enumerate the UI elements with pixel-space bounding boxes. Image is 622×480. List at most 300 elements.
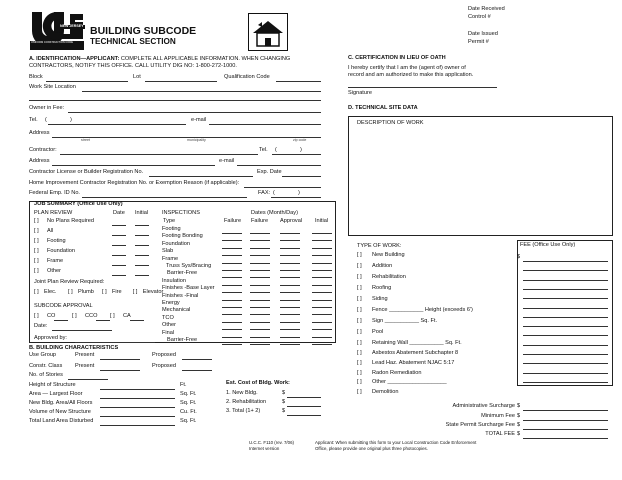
inspection-date-field[interactable] (280, 240, 300, 241)
inspection-date-field[interactable] (222, 314, 242, 315)
inspection-item-label: Mechanical (162, 307, 191, 314)
fee-line-field[interactable] (523, 270, 608, 271)
owner-email-field[interactable] (209, 124, 321, 125)
fee-line-field[interactable] (523, 308, 608, 309)
contractor-tel-label: Tel. (259, 147, 268, 153)
fee-line-field[interactable] (523, 289, 608, 290)
fee-total-dollar: $ (517, 431, 521, 437)
logo-sub-text: NEW JERSEY (60, 24, 84, 28)
owner-field[interactable] (68, 112, 321, 113)
approval-heading: Approval (280, 218, 303, 224)
joint-review-item-label: Fire (112, 289, 122, 295)
contractor-email-label: e-mail (219, 158, 235, 164)
est-cost-item-label: 2. Rehabilitation (226, 399, 267, 405)
fee-total-field[interactable] (523, 420, 608, 421)
approval-checkbox[interactable]: [ ] (72, 313, 77, 319)
type-of-work-checkbox[interactable]: [ ] (357, 263, 362, 269)
inspection-date-field[interactable] (280, 277, 300, 278)
work-site-label: Work Site Location (29, 84, 76, 90)
type-of-work-heading: TYPE OF WORK: (357, 243, 402, 249)
volume-label: Volume of New Structure (29, 409, 91, 415)
largest-floor-field[interactable] (100, 398, 175, 399)
inspection-date-field[interactable] (222, 255, 242, 256)
exp-date-field[interactable] (282, 176, 321, 177)
plan-review-item-label: Other (47, 268, 61, 274)
approval-item-label: CO (47, 313, 56, 319)
plan-review-initial-field[interactable] (135, 275, 149, 276)
inspection-date-field[interactable] (312, 263, 332, 264)
lot-field[interactable] (145, 81, 217, 82)
block-field[interactable] (46, 81, 128, 82)
joint-review-checkbox[interactable]: [ ] (34, 289, 39, 295)
qual-code-field[interactable] (276, 81, 321, 82)
inspection-date-field[interactable] (222, 263, 242, 264)
plan-review-checkbox[interactable]: [ ] (34, 218, 39, 224)
type-of-work-label: Rehabilitation (372, 274, 406, 280)
section-a-instructions-2: CONTRACTORS, NOTIFY THIS OFFICE. CALL UTILITY DIG NO: 1-800-272-1000. (29, 63, 237, 69)
inspection-date-field[interactable] (312, 344, 332, 345)
inspection-date-field[interactable] (222, 233, 242, 234)
est-cost-field[interactable] (287, 415, 321, 416)
owner-email-label: e-mail (191, 117, 207, 123)
fee-line-field[interactable] (523, 317, 608, 318)
stories-field[interactable] (68, 379, 108, 380)
type-of-work-label: Retaining Wall ___________ Sq. Ft. (372, 340, 462, 346)
inspection-date-field[interactable] (250, 344, 270, 345)
use-group-label: Use Group (29, 352, 57, 358)
new-bldg-area-unit: Sq. Ft. (180, 400, 197, 406)
est-cost-dollar: $ (282, 399, 286, 405)
fee-line-field[interactable] (523, 298, 608, 299)
plan-review-date-field[interactable] (112, 255, 126, 256)
inspection-date-field[interactable] (250, 307, 270, 308)
fee-total-dollar: $ (517, 422, 521, 428)
zip-hint: zip code (293, 138, 307, 142)
plan-review-initial-field[interactable] (135, 235, 149, 236)
inspection-date-field[interactable] (280, 337, 300, 338)
approval-field[interactable] (130, 320, 144, 321)
inspection-date-field[interactable] (222, 329, 242, 330)
inspection-date-field[interactable] (250, 248, 270, 249)
initial2-heading: Initial (315, 218, 329, 224)
inspection-date-field[interactable] (312, 292, 332, 293)
inspection-date-field[interactable] (222, 240, 242, 241)
inspection-item-label: Energy (162, 300, 180, 306)
inspection-date-field[interactable] (280, 300, 300, 301)
plan-date-heading: Date (113, 210, 125, 216)
inspection-item-label: Frame (162, 255, 179, 262)
type-of-work-checkbox[interactable]: [ ] (357, 329, 362, 335)
inspection-date-field[interactable] (280, 233, 300, 234)
type-of-work-label: Addition (372, 263, 393, 269)
constr-class-proposed-field[interactable] (182, 370, 212, 371)
inspection-date-field[interactable] (312, 329, 332, 330)
inspection-date-field[interactable] (312, 240, 332, 241)
certification-text-2: record and am authorized to make this application. (348, 72, 474, 78)
inspection-item-label: Other (162, 322, 176, 329)
plan-review-checkbox[interactable]: [ ] (34, 238, 39, 244)
joint-review-item-label: Elevator (142, 289, 164, 295)
inspection-date-field[interactable] (250, 292, 270, 293)
owner-tel-open: ( (45, 117, 47, 123)
type-of-work-label: Other ___________________ (372, 379, 447, 385)
internet-version: Internet version (249, 446, 280, 451)
section-a-title: A. IDENTIFICATION—APPLICANT: (29, 56, 120, 62)
inspection-date-field[interactable] (250, 322, 270, 323)
inspection-date-field[interactable] (280, 344, 300, 345)
inspection-date-field[interactable] (280, 285, 300, 286)
plan-review-item-label: No Plans Required (47, 218, 94, 224)
lot-label: Lot (133, 74, 141, 80)
est-cost-field[interactable] (287, 397, 321, 398)
logo-sub2-text: UNIFORM CONSTRUCTION CODE (31, 40, 73, 44)
applicant-note-2: Office, please provide one original plus three photocopies. (315, 446, 428, 451)
approval-field[interactable] (54, 320, 68, 321)
type-of-work-checkbox[interactable]: [ ] (357, 296, 362, 302)
contractor-email-field[interactable] (237, 165, 321, 166)
inspection-date-field[interactable] (312, 337, 332, 338)
inspection-item-label: Footing Bonding (162, 233, 203, 240)
inspection-date-field[interactable] (250, 270, 270, 271)
approval-checkbox[interactable]: [ ] (110, 313, 115, 319)
joint-review-label: Joint Plan Review Required: (34, 279, 105, 285)
inspection-date-field[interactable] (280, 292, 300, 293)
fee-line-field[interactable] (523, 280, 608, 281)
inspection-item-label: Final (162, 329, 175, 336)
use-group-proposed: Proposed (152, 352, 176, 358)
inspection-date-field[interactable] (312, 233, 332, 234)
approved-by-field[interactable] (75, 342, 155, 343)
land-area-label: Total Land Area Disturbed (29, 418, 94, 424)
inspection-date-field[interactable] (250, 314, 270, 315)
inspection-date-field[interactable] (222, 270, 242, 271)
inspection-date-field[interactable] (312, 307, 332, 308)
section-b-heading: B. BUILDING CHARACTERISTICS (29, 345, 119, 351)
plan-review-item-label: Footing (47, 238, 66, 244)
fee-total-label: Minimum Fee (481, 413, 515, 419)
inspection-item-label: TCO (162, 314, 174, 321)
owner-tel-label: Tel. (29, 117, 38, 123)
federal-emp-label: Federal Emp. ID No. (29, 190, 80, 196)
type-of-work-label: Sign ___________ Sq. Ft. (372, 318, 438, 324)
largest-floor-unit: Sq. Ft. (180, 391, 197, 397)
inspection-date-field[interactable] (280, 248, 300, 249)
inspection-date-field[interactable] (250, 277, 270, 278)
height-label: Height of Structure (29, 382, 76, 388)
contractor-license-label: Contractor License or Builder Registration No. (29, 169, 144, 175)
inspection-item-label: Insulation (162, 277, 186, 284)
type-heading: Type (163, 218, 176, 224)
fee-line-field[interactable] (523, 373, 608, 374)
inspection-item-label: Finishes -Final (162, 292, 199, 299)
fee-line-field[interactable] (523, 326, 608, 327)
plan-review-checkbox[interactable]: [ ] (34, 248, 39, 254)
municipality-hint: municipality (187, 138, 206, 142)
fax-close: ) (298, 190, 300, 196)
inspection-date-field[interactable] (280, 307, 300, 308)
inspection-date-field[interactable] (222, 322, 242, 323)
inspection-item-label: Barrier-Free (167, 270, 198, 277)
type-of-work-label: Siding (372, 296, 388, 302)
dates-heading: Dates (Month/Day) (251, 210, 298, 216)
inspection-date-field[interactable] (280, 255, 300, 256)
certification-text-1: I hereby certify that I am the (agent of) owner of (348, 65, 466, 71)
exp-date-label: Exp. Date (257, 169, 282, 175)
contractor-license-field[interactable] (149, 176, 253, 177)
constr-class-proposed: Proposed (152, 363, 176, 369)
inspection-date-field[interactable] (222, 337, 242, 338)
new-bldg-area-label: New Bldg. Area/All Floors (29, 400, 93, 406)
fax-field[interactable] (271, 197, 321, 198)
plan-review-item-label: Foundation (47, 248, 75, 254)
contractor-tel-open: ( (275, 147, 277, 153)
plan-review-item-label: All (47, 228, 54, 234)
signature-field[interactable] (348, 87, 497, 88)
type-of-work-checkbox[interactable]: [ ] (357, 350, 362, 356)
section-a-heading (29, 57, 290, 63)
fee-dollar-sign: $ (517, 254, 521, 260)
joint-review-checkbox[interactable]: [ ] (68, 289, 73, 295)
type-of-work-checkbox[interactable]: [ ] (357, 285, 362, 291)
owner-tel-field[interactable] (48, 124, 186, 125)
inspection-date-field[interactable] (312, 255, 332, 256)
est-cost-field[interactable] (287, 406, 321, 407)
section-c-heading: C. CERTIFICATION IN LIEU OF OATH (348, 55, 446, 61)
type-of-work-checkbox[interactable]: [ ] (357, 318, 362, 324)
inspection-date-field[interactable] (280, 263, 300, 264)
inspection-date-field[interactable] (312, 300, 332, 301)
approved-by-label: Approved by: (34, 335, 67, 341)
volume-unit: Cu. Ft. (180, 409, 197, 415)
constr-class-present-field[interactable] (100, 370, 140, 371)
joint-review-checkbox[interactable]: [ ] (132, 289, 138, 295)
constr-class-present: Present (75, 363, 95, 369)
volume-field[interactable] (100, 416, 175, 417)
inspection-date-field[interactable] (280, 329, 300, 330)
street-hint: street (81, 138, 90, 142)
inspection-date-field[interactable] (250, 255, 270, 256)
owner-label: Owner in Fee: (29, 105, 65, 111)
fee-line-field[interactable] (523, 354, 608, 355)
use-group-proposed-field[interactable] (182, 359, 212, 360)
inspections-heading: INSPECTIONS (162, 210, 200, 216)
fee-line-field[interactable] (523, 382, 608, 383)
inspection-item-label: Truss Sys/Bracing (166, 263, 212, 269)
inspection-date-field[interactable] (312, 277, 332, 278)
type-of-work-label: New Building (372, 252, 405, 258)
fee-total-field[interactable] (523, 429, 608, 430)
inspection-date-field[interactable] (312, 322, 332, 323)
fee-total-label: State Permit Surcharge Fee (445, 422, 515, 428)
home-improvement-field[interactable] (244, 187, 321, 188)
plan-review-item-label: Frame (47, 258, 64, 264)
type-of-work-checkbox[interactable]: [ ] (357, 370, 362, 376)
contractor-address-field[interactable] (52, 165, 215, 166)
contractor-label: Contractor: (29, 147, 57, 153)
failure-heading: Failure (224, 218, 242, 224)
joint-review-checkbox[interactable]: [ ] (102, 289, 107, 295)
type-of-work-checkbox[interactable]: [ ] (357, 307, 362, 313)
land-area-unit: Sq. Ft. (180, 418, 197, 424)
control-no-label: Control # (468, 14, 491, 20)
largest-floor-label: Area — Largest Floor (29, 391, 83, 397)
constr-class-label: Constr. Class (29, 363, 63, 369)
form-subtitle: TECHNICAL SECTION (90, 37, 176, 46)
inspection-date-field[interactable] (222, 307, 242, 308)
new-bldg-area-field[interactable] (100, 407, 175, 408)
block-label: Block (29, 74, 43, 80)
fee-line-field[interactable] (523, 363, 608, 364)
qual-code-label: Qualification Code (224, 74, 270, 80)
height-unit: Ft. (180, 382, 187, 388)
fax-label: FAX: (258, 190, 271, 196)
type-of-work-checkbox[interactable]: [ ] (357, 252, 362, 258)
plan-review-date-field[interactable] (112, 265, 126, 266)
contractor-address-label: Address (29, 158, 50, 164)
owner-address-label: Address (29, 130, 50, 136)
inspection-item-label: Footing (162, 226, 181, 232)
work-site-field[interactable] (82, 91, 321, 92)
type-of-work-label: Demolition (372, 389, 399, 395)
owner-tel-close: ) (70, 117, 72, 123)
inspection-date-field[interactable] (250, 329, 270, 330)
fee-line-field[interactable] (523, 335, 608, 336)
use-group-present: Present (75, 352, 95, 358)
plan-review-date-field[interactable] (112, 235, 126, 236)
applicant-note-1: Applicant: When submitting this form to your Local Construction Code Enforcement (315, 440, 477, 445)
type-of-work-label: Roofing (372, 285, 392, 291)
est-cost-dollar: $ (282, 390, 286, 396)
type-of-work-label: Pool (372, 329, 384, 335)
est-cost-dollar: $ (282, 408, 286, 414)
use-group-present-field[interactable] (100, 359, 140, 360)
plan-initial-heading: Initial (135, 210, 149, 216)
contractor-tel-close: ) (300, 147, 302, 153)
subcode-approval-heading: SUBCODE APPROVAL (34, 303, 93, 309)
est-cost-item-label: 3. Total (1+ 2) (226, 408, 261, 414)
approval-date-label: Date: (34, 323, 48, 329)
plan-review-heading: PLAN REVIEW (34, 210, 73, 216)
type-of-work-label: Radon Remediation (372, 370, 422, 376)
plan-review-date-field[interactable] (112, 245, 126, 246)
date-issued-label: Date Issued (468, 31, 498, 37)
signature-label: Signature (348, 90, 372, 96)
approval-checkbox[interactable]: [ ] (34, 313, 39, 319)
date-received-label: Date Received (468, 6, 505, 12)
approval-item-label: CCO (85, 313, 98, 319)
stories-label: No. of Stories (29, 372, 63, 378)
inspection-date-field[interactable] (250, 285, 270, 286)
inspection-date-field[interactable] (280, 322, 300, 323)
joint-review-item-label: Elec. (44, 289, 57, 295)
inspection-date-field[interactable] (250, 300, 270, 301)
height-field[interactable] (100, 389, 175, 390)
type-of-work-checkbox[interactable]: [ ] (357, 379, 362, 385)
approval-item-label: CA (123, 313, 131, 319)
contractor-tel-field[interactable] (272, 154, 321, 155)
approval-field[interactable] (96, 320, 110, 321)
building-icon (248, 13, 288, 51)
inspection-date-field[interactable] (280, 314, 300, 315)
work-site-field-2[interactable] (29, 100, 321, 101)
inspection-item-label: Barrier-Free (167, 337, 198, 343)
inspection-date-field[interactable] (312, 285, 332, 286)
home-improvement-label: Home Improvement Contractor Registration No. or Exemption Reason (if applicable): (29, 180, 240, 186)
plan-review-initial-field[interactable] (135, 265, 149, 266)
type-of-work-checkbox[interactable]: [ ] (357, 389, 362, 395)
inspection-item-label: Finishes -Base Layer (162, 285, 215, 292)
inspection-date-field[interactable] (250, 240, 270, 241)
inspection-date-field[interactable] (222, 292, 242, 293)
inspection-date-field[interactable] (312, 270, 332, 271)
section-d-heading: D. TECHNICAL SITE DATA (348, 105, 418, 111)
type-of-work-label: Asbestos Abatement Subchapter 8 (372, 350, 459, 356)
fax-open: ( (273, 190, 275, 196)
type-of-work-label: Lead Haz. Abatement NJAC 5:17 (372, 360, 455, 366)
est-cost-item-label: 1. New Bldg. (226, 390, 258, 396)
type-of-work-label: Fence ___________ Height (exceeds 6') (372, 307, 473, 313)
section-a-instructions-1: COMPLETE ALL APPLICABLE INFORMATION. WHEN CHANGING (119, 56, 291, 62)
plan-review-checkbox[interactable]: [ ] (34, 228, 39, 234)
form-title: BUILDING SUBCODE (90, 25, 197, 37)
plan-review-checkbox[interactable]: [ ] (34, 268, 39, 274)
type-of-work-checkbox[interactable]: [ ] (357, 274, 362, 280)
fee-line-field[interactable] (523, 261, 608, 262)
fee-total-label: Administrative Surcharge (452, 403, 515, 409)
description-label: DESCRIPTION OF WORK (357, 120, 424, 126)
land-area-field[interactable] (100, 425, 175, 426)
plan-review-initial-field[interactable] (135, 245, 149, 246)
plan-review-date-field[interactable] (112, 275, 126, 276)
permit-no-label: Permit # (468, 39, 489, 45)
fee-total-dollar: $ (517, 403, 521, 409)
inspection-date-field[interactable] (250, 337, 270, 338)
inspection-date-field[interactable] (222, 344, 242, 345)
inspection-date-field[interactable] (250, 233, 270, 234)
inspection-date-field[interactable] (312, 314, 332, 315)
approval-date-field[interactable] (52, 330, 112, 331)
plan-review-date-field[interactable] (112, 225, 126, 226)
inspection-date-field[interactable] (222, 285, 242, 286)
fee-total-dollar: $ (517, 413, 521, 419)
contractor-field[interactable] (60, 154, 258, 155)
fee-total-label: TOTAL FEE (485, 431, 515, 437)
inspection-date-field[interactable] (250, 263, 270, 264)
fee-total-field[interactable] (523, 438, 608, 439)
inspection-date-field[interactable] (222, 300, 242, 301)
type-of-work-checkbox[interactable]: [ ] (357, 360, 362, 366)
job-summary-heading: JOB SUMMARY (Office Use Only) (34, 201, 123, 207)
inspection-item-label: Foundation (162, 240, 190, 247)
inspection-date-field[interactable] (280, 270, 300, 271)
inspection-date-field[interactable] (222, 277, 242, 278)
form-number: U.C.C. F110 (rev. 7/06) (249, 440, 294, 445)
failure2-heading: Failure (251, 218, 269, 224)
est-cost-heading: Est. Cost of Bldg. Work: (226, 380, 290, 386)
inspection-date-field[interactable] (312, 248, 332, 249)
plan-review-initial-field[interactable] (135, 255, 149, 256)
type-of-work-checkbox[interactable]: [ ] (357, 340, 362, 346)
plan-review-initial-field[interactable] (135, 225, 149, 226)
fee-line-field[interactable] (523, 345, 608, 346)
joint-review-item-label: Plumb (78, 289, 94, 295)
federal-emp-field[interactable] (82, 197, 247, 198)
inspection-date-field[interactable] (222, 248, 242, 249)
fee-heading: FEE (Office Use Only) (520, 242, 576, 248)
plan-review-checkbox[interactable]: [ ] (34, 258, 39, 264)
fee-total-field[interactable] (523, 410, 608, 411)
description-box[interactable] (348, 116, 613, 236)
